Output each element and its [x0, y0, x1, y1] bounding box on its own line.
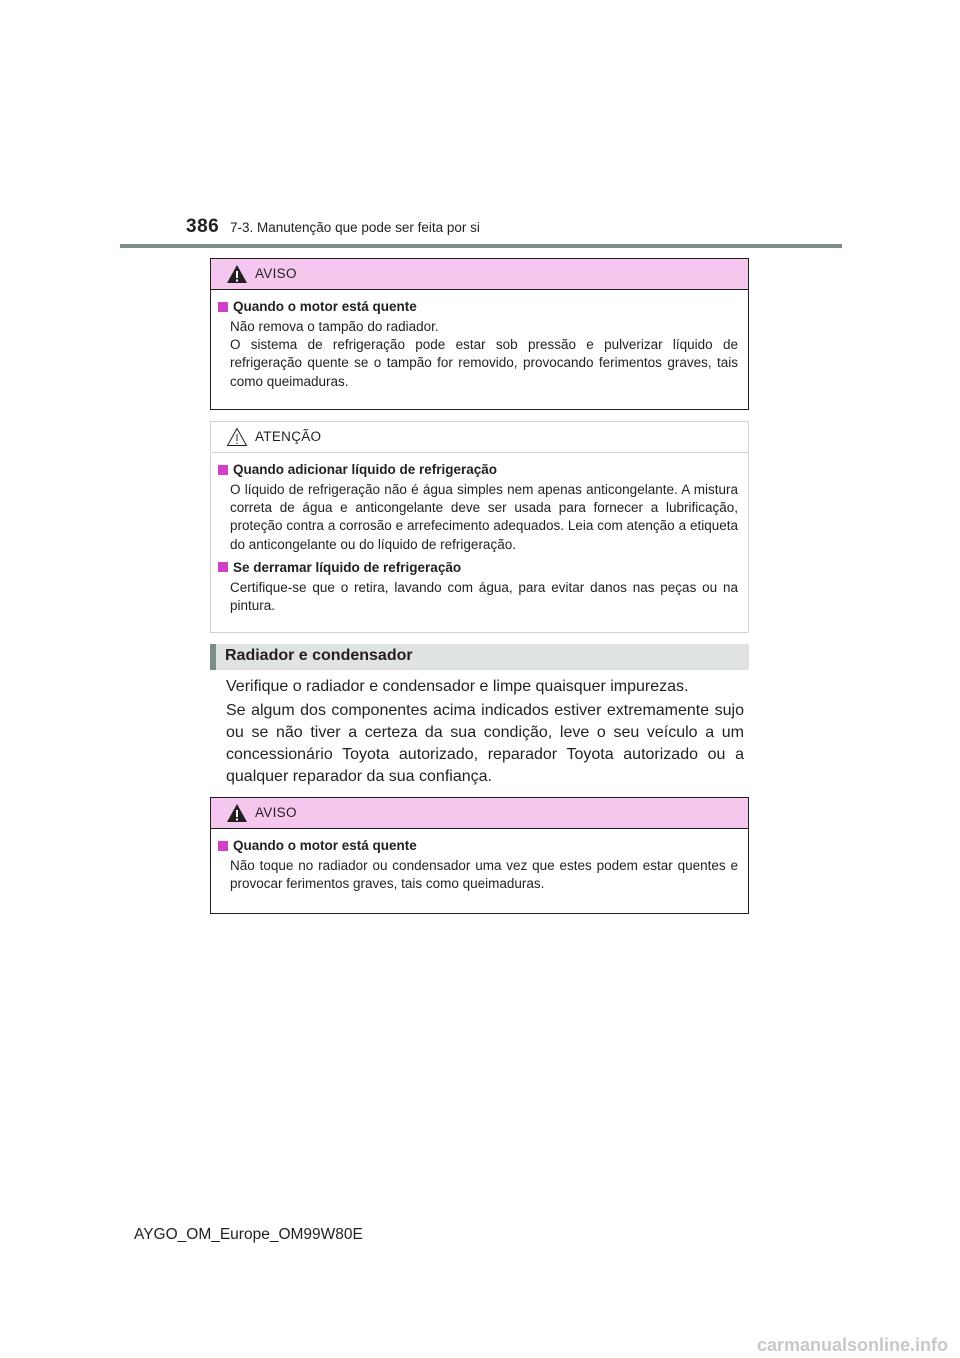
- warning-box-header: [211, 259, 748, 290]
- page-number: 386: [186, 216, 220, 237]
- body-text: [226, 676, 744, 790]
- caution-item-title: [218, 560, 738, 575]
- warning-box-2: [210, 797, 749, 914]
- subsection-title: Radiador e condensador: [225, 647, 413, 664]
- warning-item-title: [218, 838, 738, 853]
- warning-box-body: [211, 829, 748, 903]
- caution-item-title-text: Quando adicionar líquido de refrigeração: [233, 462, 498, 477]
- subsection-heading-bar: [210, 644, 216, 670]
- body-paragraph: Se algum dos componentes acima indicados estiver extremamente sujo ou se não tiver a certeza da sua condição, leve o seu veículo a um concessionário Toyota autorizado, reparador Toyota autorizado ou a qualquer reparador da sua confiança.: [226, 702, 744, 785]
- subsection-heading: [210, 644, 749, 670]
- warning-item-text: Não toque no radiador ou condensador uma vez que estes podem estar quentes e provocar ferimentos graves, tais como queimaduras.: [230, 858, 738, 892]
- warning-box-header: [211, 798, 748, 829]
- watermark: carmanualsonline.info: [756, 1335, 948, 1355]
- caution-triangle-icon: [226, 427, 248, 447]
- warning-label: AVISO: [255, 266, 297, 281]
- caution-item-text: Certifique-se que o retira, lavando com água, para evitar danos nas peças ou na pintura.: [230, 579, 738, 614]
- caution-label: ATENÇÃO: [255, 429, 322, 444]
- bullet-square-icon: [218, 562, 228, 572]
- caution-box: [210, 421, 749, 633]
- caution-item-title: [218, 462, 738, 477]
- warning-triangle-icon: [226, 803, 248, 823]
- bullet-square-icon: [218, 465, 228, 475]
- caution-box-header: [211, 422, 748, 453]
- warning-label: AVISO: [255, 805, 297, 820]
- warning-triangle-icon: [226, 264, 248, 284]
- section-title: 7-3. Manutenção que pode ser feita por si: [230, 220, 480, 235]
- footer-doc-id: AYGO_OM_Europe_OM99W80E: [134, 1226, 363, 1243]
- warning-box-body: [211, 290, 748, 401]
- warning-item-text: Não remova o tampão do radiador. O sistema de refrigeração pode estar sob pressão e pulverizar líquido de refrigeração quente se o tampão for removido, provocando ferimentos graves, tais como queimaduras.: [230, 319, 738, 389]
- body-paragraph: Verifique o radiador e condensador e limpe quaisquer impurezas.: [226, 678, 689, 695]
- bullet-square-icon: [218, 841, 228, 851]
- warning-box-1: [210, 258, 749, 410]
- header-rule: [120, 244, 842, 248]
- page-header: [186, 216, 846, 246]
- warning-item-title-text: Quando o motor está quente: [233, 299, 417, 314]
- caution-box-body: [211, 453, 748, 625]
- bullet-square-icon: [218, 302, 228, 312]
- caution-item-text: O líquido de refrigeração não é água simples nem apenas anticongelante. A mistura correta de água e anticongelante deve ser usada para fornecer a lubrificação, proteção contra a corrosão e arrefecimento adequados. Leia com atenção a etiqueta do anticongelante ou do líquido de refrigeração.: [230, 482, 738, 552]
- warning-item-title: [218, 299, 738, 314]
- caution-item-title-text: Se derramar líquido de refrigeração: [233, 559, 462, 575]
- warning-item-title-text: Quando o motor está quente: [233, 838, 417, 853]
